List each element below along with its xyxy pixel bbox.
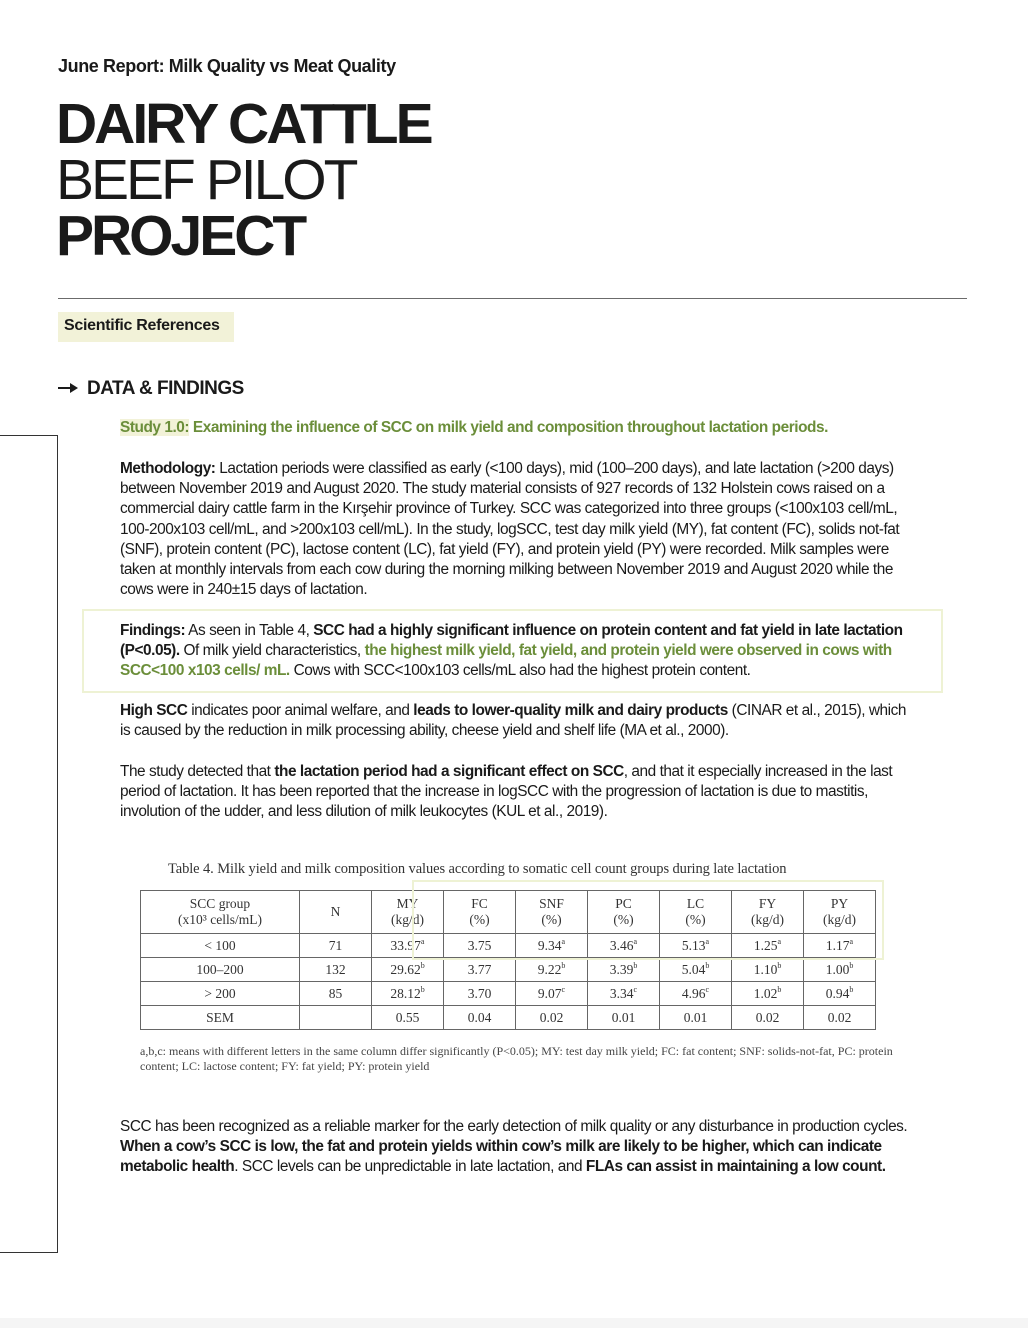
table-cell: 0.02	[804, 1006, 876, 1030]
table-cell: 1.02$^b$	[732, 982, 804, 1006]
high-scc-bold-2: leads to lower-quality milk and dairy products	[413, 702, 728, 719]
table-cell: 1.25$^a$	[732, 934, 804, 958]
table-cell: 85	[300, 982, 372, 1006]
table-cell: 1.00$^b$	[804, 958, 876, 982]
findings-bold-1: SCC had a highly significant influence on protein content and fat yield in late lactation (P<0.05).	[120, 622, 903, 660]
study-label: Study 1.0:	[120, 419, 190, 436]
table-cell: 3.77	[444, 958, 516, 982]
high-scc-bold-1: High SCC	[120, 702, 188, 719]
table-cell: 100–200	[141, 958, 300, 982]
table-cell: 0.01	[660, 1006, 732, 1030]
table-cell: 5.13$^a$	[660, 934, 732, 958]
table-row	[141, 958, 876, 982]
title-line-1: DAIRY CATTLE	[56, 92, 431, 156]
table-cell: 3.75	[444, 934, 516, 958]
study-detected-paragraph	[120, 762, 910, 823]
table-cell: 1.17$^a$	[804, 934, 876, 958]
divider	[58, 298, 967, 299]
table-cell: 3.46$^a$	[588, 934, 660, 958]
table-cell: 3.34$^c$	[588, 982, 660, 1006]
closing-bold-1: When a cow’s SCC is low, the fat and protein yields within cow’s milk are likely to be higher, which can indicate metabolic health	[120, 1138, 882, 1176]
table-cell: SEM	[141, 1006, 300, 1030]
title-line-3: PROJECT	[56, 204, 305, 268]
study-heading	[120, 418, 910, 438]
table-header-cell: PY (kg/d)	[804, 891, 876, 934]
table-cell: 0.02	[516, 1006, 588, 1030]
table-cell: 9.34$^a$	[516, 934, 588, 958]
detected-text-1: The study detected that	[120, 763, 275, 780]
table-cell: < 100	[141, 934, 300, 958]
table-cell: 0.02	[732, 1006, 804, 1030]
table-header-cell: SNF (%)	[516, 891, 588, 934]
table-cell: 0.01	[588, 1006, 660, 1030]
table-highlight-box	[412, 880, 884, 960]
findings-text-1: As seen in Table 4,	[185, 622, 314, 639]
findings-text-2: Of milk yield characteristics,	[179, 642, 365, 660]
table-cell: 9.22$^b$	[516, 958, 588, 982]
table-header-cell: PC (%)	[588, 891, 660, 934]
table-cell: 4.96$^c$	[660, 982, 732, 1006]
findings-paragraph	[120, 621, 910, 682]
closing-text-1: SCC has been recognized as a reliable marker for the early detection of milk quality or any disturbance in production cycles.	[120, 1118, 908, 1135]
table-row	[141, 982, 876, 1006]
table-cell: 71	[300, 934, 372, 958]
side-bracket	[0, 435, 58, 1253]
table-header-cell: FC (%)	[444, 891, 516, 934]
closing-bold-2: FLAs can assist in maintaining a low count.	[585, 1158, 886, 1176]
table-cell: 5.04$^b$	[660, 958, 732, 982]
page-bottom-edge	[0, 1318, 1028, 1328]
table-header-cell: SCC group (x10³ cells/mL)	[141, 891, 300, 934]
table-caption: Table 4. Milk yield and milk composition values according to somatic cell count groups during late lactation	[168, 861, 787, 877]
table-cell: 9.07$^c$	[516, 982, 588, 1006]
section-heading	[58, 378, 244, 400]
table-cell: 0.55	[372, 1006, 444, 1030]
high-scc-paragraph	[120, 701, 910, 741]
table-cell: 132	[300, 958, 372, 982]
table-cell: 3.70	[444, 982, 516, 1006]
section-title: DATA & FINDINGS	[87, 378, 244, 399]
high-scc-text-2: (CINAR et al., 2015), which is caused by the reduction in milk processing ability, cheese yield and shelf life (MA et al., 2000).	[120, 702, 906, 740]
table-header-cell: MY (kg/d)	[372, 891, 444, 934]
table-cell: 29.62$^b$	[372, 958, 444, 982]
methodology-label: Methodology:	[120, 460, 216, 477]
findings-green-1: the highest milk yield, fat yield, and protein yield were observed in cows with SCC<100 x103 cells/ mL.	[120, 642, 892, 680]
table-cell	[300, 1006, 372, 1030]
table-cell: 1.10$^b$	[732, 958, 804, 982]
closing-paragraph	[120, 1117, 910, 1178]
table-cell: 28.12$^b$	[372, 982, 444, 1006]
title-line-2: BEEF PILOT	[56, 148, 356, 212]
findings-text-3: Cows with SCC<100x103 cells/mL also had the highest protein content.	[289, 662, 751, 680]
table-cell: 33.97$^a$	[372, 934, 444, 958]
report-subtitle: June Report: Milk Quality vs Meat Quality	[58, 56, 396, 76]
arrow-right-icon	[58, 378, 78, 400]
table-cell: 3.39$^b$	[588, 958, 660, 982]
methodology-paragraph	[120, 459, 910, 600]
table-row	[141, 1006, 876, 1030]
study-title: Examining the influence of SCC on milk yield and composition throughout lactation periods.	[189, 419, 828, 436]
high-scc-text-1: indicates poor animal welfare, and	[187, 702, 414, 719]
scientific-references-tag: Scientific References	[58, 312, 234, 342]
table-cell: 0.94$^b$	[804, 982, 876, 1006]
page-title	[56, 92, 431, 268]
table-cell: > 200	[141, 982, 300, 1006]
table-header-cell: N	[300, 891, 372, 934]
table-cell: 0.04	[444, 1006, 516, 1030]
findings-label: Findings:	[120, 622, 186, 639]
methodology-text: Lactation periods were classified as early (<100 days), mid (100–200 days), and late lactation (>200 days) between November 2019 and August 2020. The study material consists of 927 records of 132 Holstein cows raised on a commercial dairy cattle farm in the Kırşehir province of Turkey. SCC was categorized into three groups (<100x103 cell/mL, 100-200x103 cell/mL, and >200x103 cell/mL). In the study, logSCC, test day milk yield (MY), fat content (FC), solids not-fat (SNF), protein content (PC), lactose content (LC), fat yield (FY), and protein yield (PY) were recorded. Milk samples were taken at monthly intervals from each cow during the morning milking between November 2019 and August 2020 while the cows were in 240±15 days of lactation.	[120, 460, 900, 599]
detected-text-2: , and that it especially increased in the last period of lactation. It has been reported that the increase in logSCC with the progression of lactation is due to mastitis, involution of the udder, and less dilution of milk leukocytes (KUL et al., 2019).	[120, 763, 893, 821]
table-header-cell: FY (kg/d)	[732, 891, 804, 934]
closing-text-2: . SCC levels can be unpredictable in late lactation, and	[234, 1158, 586, 1176]
table-header-cell: LC (%)	[660, 891, 732, 934]
table-footnote: a,b,c: means with different letters in the same column differ significantly (P<0.05); MY: test day milk yield; FC: fat content; SNF: solids-not-fat, PC: protein content; LC: lactose content; FY: fat yield; PY: protein yield	[140, 1044, 893, 1073]
detected-bold-1: the lactation period had a significant effect on SCC	[274, 763, 624, 780]
